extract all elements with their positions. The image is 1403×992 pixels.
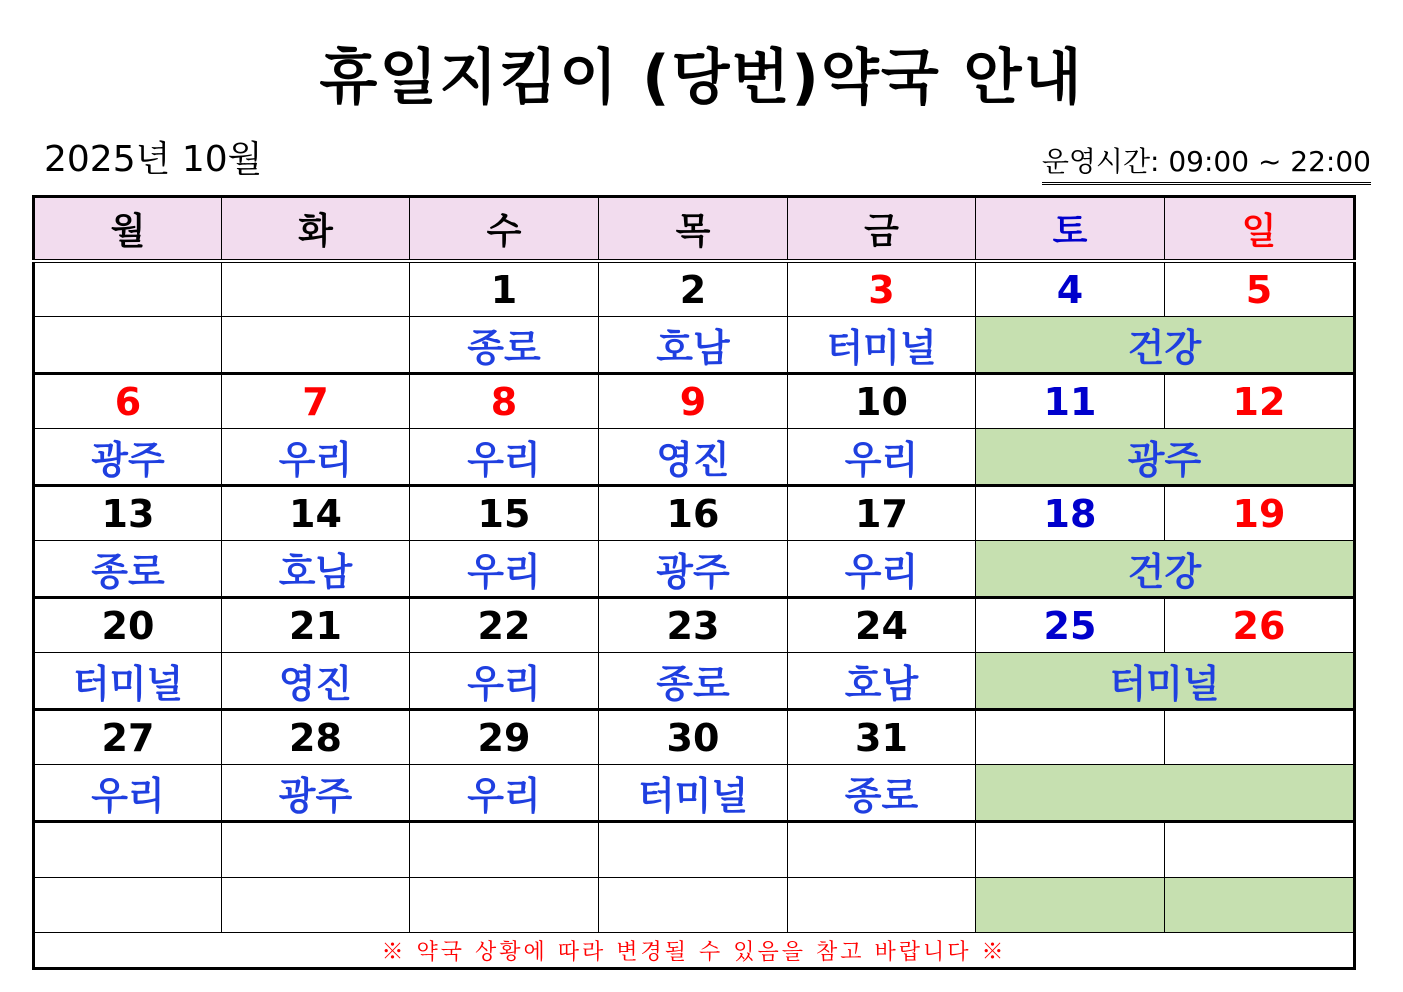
empty-row xyxy=(34,878,1355,933)
weekend-pharmacy-cell: 건강 xyxy=(976,541,1355,598)
date-cell: 28 xyxy=(222,710,410,765)
empty-cell xyxy=(599,822,788,878)
pharmacy-cell xyxy=(222,317,410,374)
empty-cell xyxy=(788,878,976,933)
week-1-pharmacies xyxy=(34,317,1355,374)
empty-cell xyxy=(1165,822,1355,878)
pharmacy-cell: 우리 xyxy=(788,429,976,486)
date-cell: 21 xyxy=(222,598,410,653)
pharmacy-cell: 우리 xyxy=(410,541,599,598)
pharmacy-cell: 종로 xyxy=(34,541,222,598)
empty-cell xyxy=(222,878,410,933)
date-cell: 31 xyxy=(788,710,976,765)
date-cell: 30 xyxy=(599,710,788,765)
date-cell: 20 xyxy=(34,598,222,653)
pharmacy-cell: 호남 xyxy=(599,317,788,374)
date-cell: 16 xyxy=(599,486,788,541)
date-cell: 1 xyxy=(410,261,599,317)
empty-cell xyxy=(410,822,599,878)
pharmacy-cell: 우리 xyxy=(34,765,222,822)
pharmacy-cell: 우리 xyxy=(222,429,410,486)
week-5-pharmacies xyxy=(34,765,1355,822)
month-label: 2025년 10월 xyxy=(44,139,263,180)
date-cell-saturday: 25 xyxy=(976,598,1165,653)
date-cell: 22 xyxy=(410,598,599,653)
date-cell-sunday: 26 xyxy=(1165,598,1355,653)
date-cell-holiday: 6 xyxy=(34,374,222,429)
date-cell xyxy=(222,261,410,317)
pharmacy-cell: 터미널 xyxy=(788,317,976,374)
weekday-sat: 토 xyxy=(976,197,1165,262)
date-cell: 24 xyxy=(788,598,976,653)
date-cell-holiday: 7 xyxy=(222,374,410,429)
weekend-pharmacy-cell: 터미널 xyxy=(976,653,1355,710)
week-4-pharmacies xyxy=(34,653,1355,710)
empty-weekend-cell xyxy=(1165,878,1355,933)
page-title: 휴일지킴이 (당번)약국 안내 xyxy=(319,43,1084,113)
pharmacy-cell: 광주 xyxy=(222,765,410,822)
week-1-dates xyxy=(34,261,1355,317)
date-cell: 14 xyxy=(222,486,410,541)
pharmacy-cell: 우리 xyxy=(410,765,599,822)
empty-cell xyxy=(599,878,788,933)
pharmacy-cell: 영진 xyxy=(599,429,788,486)
pharmacy-cell: 호남 xyxy=(222,541,410,598)
empty-cell xyxy=(222,822,410,878)
date-cell: 15 xyxy=(410,486,599,541)
empty-row xyxy=(34,822,1355,878)
date-cell xyxy=(34,261,222,317)
week-2-dates xyxy=(34,374,1355,429)
empty-cell xyxy=(976,822,1165,878)
pharmacy-cell: 종로 xyxy=(410,317,599,374)
date-cell-sunday: 12 xyxy=(1165,374,1355,429)
empty-cell xyxy=(788,822,976,878)
pharmacy-cell: 종로 xyxy=(788,765,976,822)
pharmacy-cell xyxy=(34,317,222,374)
date-cell-sunday: 5 xyxy=(1165,261,1355,317)
date-cell-sunday: 19 xyxy=(1165,486,1355,541)
week-2-pharmacies xyxy=(34,429,1355,486)
date-cell-saturday: 11 xyxy=(976,374,1165,429)
date-cell-sunday xyxy=(1165,710,1355,765)
weekday-sun: 일 xyxy=(1165,197,1355,262)
weekday-tue: 화 xyxy=(222,197,410,262)
calendar-table xyxy=(32,195,1356,970)
date-cell: 27 xyxy=(34,710,222,765)
pharmacy-cell: 영진 xyxy=(222,653,410,710)
weekend-pharmacy-cell: 건강 xyxy=(976,317,1355,374)
pharmacy-cell: 호남 xyxy=(788,653,976,710)
empty-cell xyxy=(34,822,222,878)
date-cell-holiday: 9 xyxy=(599,374,788,429)
weekday-thu: 목 xyxy=(599,197,788,262)
footer-note: ※ 약국 상황에 따라 변경될 수 있음을 참고 바랍니다 ※ xyxy=(34,933,1355,969)
week-3-dates xyxy=(34,486,1355,541)
weekend-pharmacy-cell: 광주 xyxy=(976,429,1355,486)
footer-row xyxy=(34,933,1355,969)
pharmacy-cell: 우리 xyxy=(410,653,599,710)
week-4-dates xyxy=(34,598,1355,653)
pharmacy-cell: 터미널 xyxy=(34,653,222,710)
pharmacy-cell: 우리 xyxy=(410,429,599,486)
date-cell-saturday xyxy=(976,710,1165,765)
date-cell-saturday: 4 xyxy=(976,261,1165,317)
weekday-mon: 월 xyxy=(34,197,222,262)
empty-cell xyxy=(34,878,222,933)
date-cell: 2 xyxy=(599,261,788,317)
date-cell: 29 xyxy=(410,710,599,765)
pharmacy-cell: 터미널 xyxy=(599,765,788,822)
weekday-wed: 수 xyxy=(410,197,599,262)
pharmacy-cell: 광주 xyxy=(34,429,222,486)
date-cell: 13 xyxy=(34,486,222,541)
date-cell: 23 xyxy=(599,598,788,653)
empty-weekend-cell xyxy=(976,878,1165,933)
week-3-pharmacies xyxy=(34,541,1355,598)
pharmacy-cell: 우리 xyxy=(788,541,976,598)
date-cell-holiday: 8 xyxy=(410,374,599,429)
weekday-fri: 금 xyxy=(788,197,976,262)
week-5-dates xyxy=(34,710,1355,765)
date-cell-saturday: 18 xyxy=(976,486,1165,541)
date-cell: 17 xyxy=(788,486,976,541)
operating-hours: 운영시간: 09:00 ~ 22:00 xyxy=(1042,142,1371,185)
date-cell: 10 xyxy=(788,374,976,429)
weekend-pharmacy-cell xyxy=(976,765,1355,822)
empty-cell xyxy=(410,878,599,933)
pharmacy-cell: 광주 xyxy=(599,541,788,598)
pharmacy-cell: 종로 xyxy=(599,653,788,710)
date-cell-holiday: 3 xyxy=(788,261,976,317)
weekday-header-row xyxy=(34,197,1355,262)
